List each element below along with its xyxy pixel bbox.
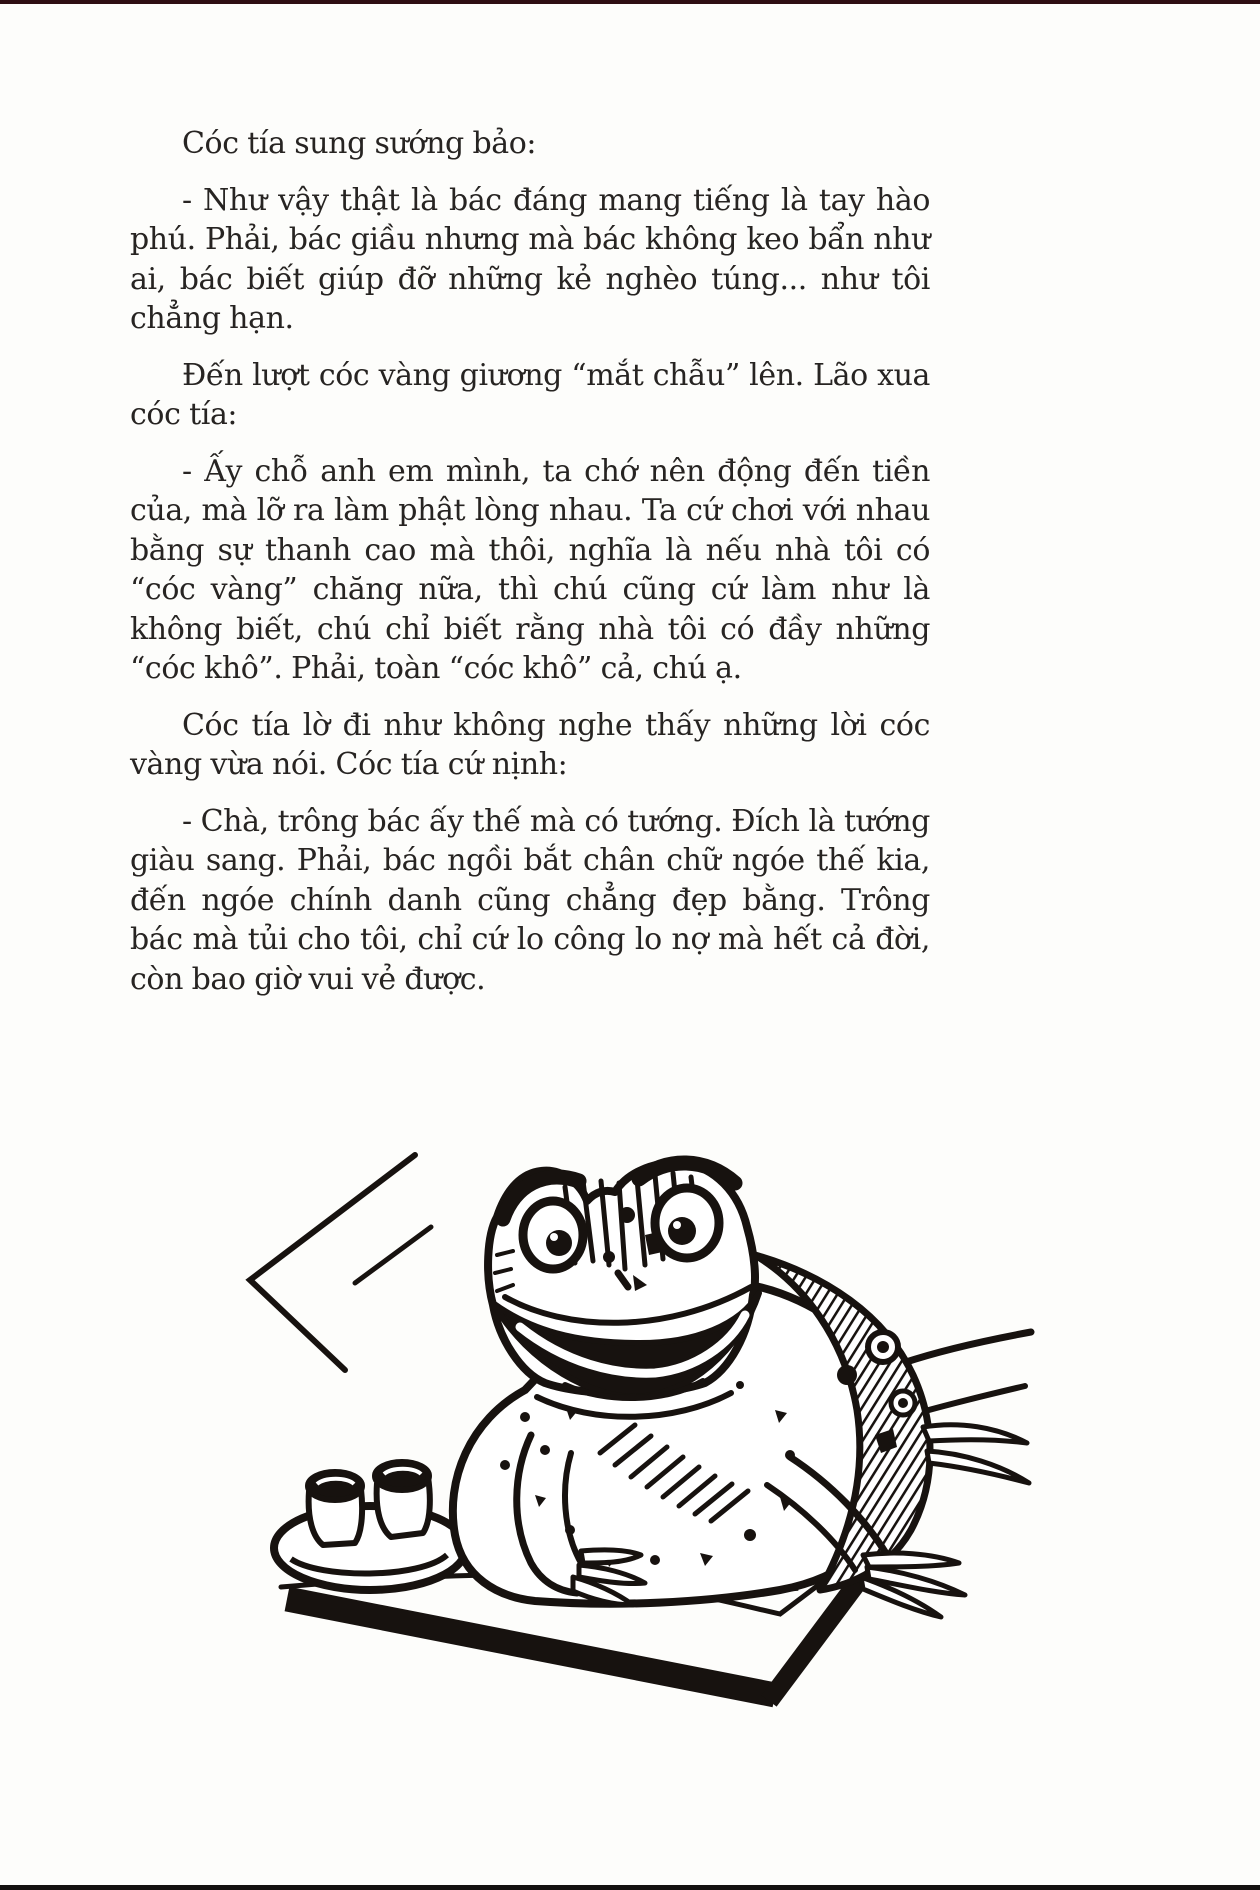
paragraph: - Ấy chỗ anh em mình, ta chớ nên động đến tiền của, mà lỡ ra làm phật lòng nhau. Ta cứ chơi với nhau bằng sự thanh cao mà thôi, nghĩa là nếu nhà tôi có “cóc vàng” chăng nữa, thì chú cũng cứ làm như là không biết, chú chỉ biết rằng nhà tôi có đầy những “cóc khô”. Phải, toàn “cóc khô” cả, chú ạ. (130, 453, 930, 686)
story-text (130, 124, 930, 1016)
paragraph: Cóc tía sung sướng bảo: (182, 126, 537, 161)
tea-tray (274, 1462, 466, 1590)
teacup (375, 1462, 430, 1537)
toad (453, 1163, 1029, 1617)
page-bottom-edge (0, 1885, 1260, 1890)
toad-illustration (235, 1135, 1045, 1795)
paragraph: - Như vậy thật là bác đáng mang tiếng là tay hào phú. Phải, bác giầu nhưng mà bác không keo bẩn như ai, bác biết giúp đỡ những kẻ nghèo túng... như tôi chẳng hạn. (130, 182, 930, 336)
mat-back-corner (250, 1155, 431, 1370)
page-top-edge (0, 0, 1260, 4)
teacup (308, 1472, 362, 1545)
paragraph: - Chà, trông bác ấy thế mà có tướng. Đích là tướng giàu sang. Phải, bác ngồi bắt chân chữ ngóe thế kia, đến ngóe chính danh cũng chẳng đẹp bằng. Trông bác mà tủi cho tôi, chỉ cứ lo công lo nợ mà hết cả đời, còn bao giờ vui vẻ được. (130, 803, 930, 997)
paragraph: Cóc tía lờ đi như không nghe thấy những lời cóc vàng vừa nói. Cóc tía cứ nịnh: (130, 707, 930, 782)
paragraph: Đến lượt cóc vàng giương “mắt chẫu” lên. Lão xua cóc tía: (130, 357, 930, 432)
